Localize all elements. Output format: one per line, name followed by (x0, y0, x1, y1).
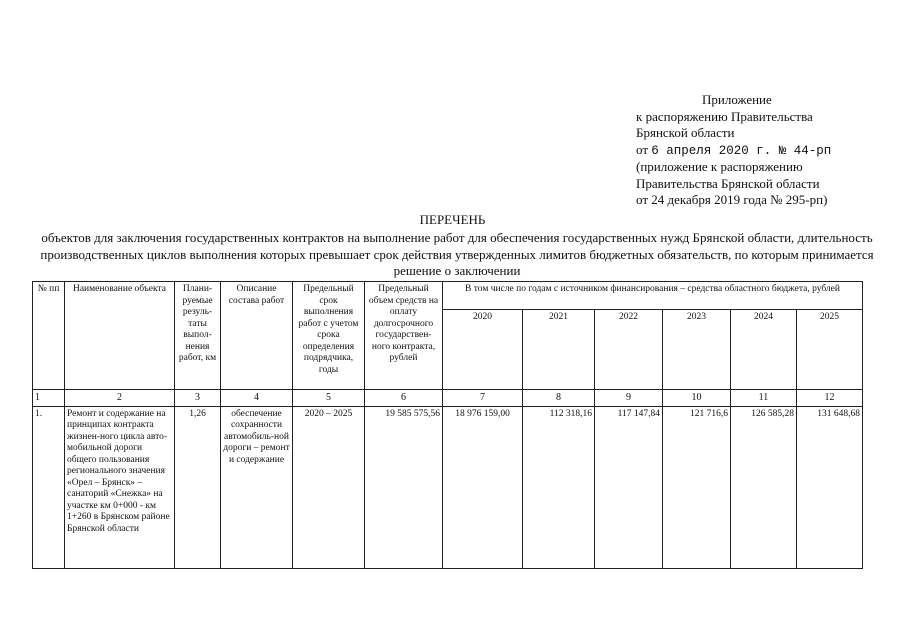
row-description: обеспечение сохранности автомобиль-ной дороги – ремонт и содержание (221, 406, 293, 568)
column-number: 3 (175, 390, 221, 407)
row-year-2022: 117 147,84 (595, 406, 663, 568)
column-number: 10 (663, 390, 731, 407)
header-planned: Плани-руемые резуль-таты выпол-нения работ, км (175, 282, 221, 390)
column-number: 12 (797, 390, 863, 407)
row-name: Ремонт и содержание на принципах контракта жизнен-ного цикла авто-мобильной дороги общего пользования регионального значения «Орел – Брянск» – санаторий «Снежка» на участке км 0+000 - км 1+260 в Брянском районе Брянской области (65, 406, 175, 568)
row-volume: 19 585 575,56 (365, 406, 443, 568)
column-number: 11 (731, 390, 797, 407)
header-deadline: Предельный срок выполнения работ с учетом срока определения подрядчика, годы (293, 282, 365, 390)
appendix-order-date: 6 апреля 2020 г. № 44-рп (651, 143, 832, 158)
header-description: Описание состава работ (221, 282, 293, 390)
column-number-row (33, 390, 863, 407)
header-year: 2021 (523, 310, 595, 390)
document-subtitle: объектов для заключения государственных контрактов на выполнение работ для обеспечения государственных нужд Брянской области, длительность производственных циклов выполнения которых превышает срок действия утвержденных лимитов бюджетных обязательств, по которым принимается решение о заключении (40, 230, 874, 278)
appendix-line: Брянской области (636, 125, 735, 140)
column-number: 6 (365, 390, 443, 407)
header-year: 2020 (443, 310, 523, 390)
row-planned: 1,26 (175, 406, 221, 568)
column-number: 1 (33, 390, 65, 407)
column-number: 9 (595, 390, 663, 407)
header-by-years: В том числе по годам с источником финансирования – средства областного бюджета, рублей (443, 282, 863, 310)
column-number: 2 (65, 390, 175, 407)
appendix-order-prefix: от (636, 141, 649, 157)
header-name: Наименование объекта (65, 282, 175, 390)
appendix-title: Приложение (702, 92, 772, 107)
row-year-2021: 112 318,16 (523, 406, 595, 568)
appendix-block (636, 92, 898, 209)
column-number: 8 (523, 390, 595, 407)
column-number: 5 (293, 390, 365, 407)
objects-table (32, 281, 863, 569)
column-number: 7 (443, 390, 523, 407)
row-year-2025: 131 648,68 (797, 406, 863, 568)
column-number: 4 (221, 390, 293, 407)
header-year: 2023 (663, 310, 731, 390)
row-year-2023: 121 716,6 (663, 406, 731, 568)
header-year: 2025 (797, 310, 863, 390)
table-row (33, 406, 863, 568)
header-year: 2024 (731, 310, 797, 390)
appendix-line: Правительства Брянской области (636, 175, 820, 191)
header-year: 2022 (595, 310, 663, 390)
appendix-line: (приложение к распоряжению (636, 159, 803, 174)
row-deadline: 2020 – 2025 (293, 406, 365, 568)
appendix-line: к распоряжению Правительства (636, 108, 813, 124)
appendix-line: от 24 декабря 2019 года № 295-рп) (636, 192, 828, 207)
row-year-2024: 126 585,28 (731, 406, 797, 568)
header-num: № пп (33, 282, 65, 390)
appendix-order-line (636, 142, 898, 160)
header-volume: Предельный объем средств на оплату долгосрочного государствен-ного контракта, рублей (365, 282, 443, 390)
row-year-2020: 18 976 159,00 (443, 406, 523, 568)
document-title: ПЕРЕЧЕНЬ (419, 212, 486, 227)
row-num: 1. (33, 406, 65, 568)
